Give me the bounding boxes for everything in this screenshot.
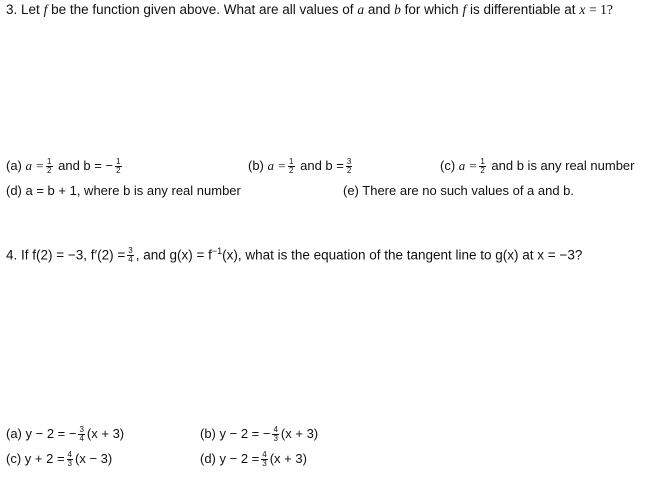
- question-3-number: 3.: [6, 2, 18, 17]
- fraction: $\frac{1}{2}$: [47, 157, 52, 176]
- q3-choice-b[interactable]: (b) a = $\frac{1}{2}$ and b = $\frac{3}{2}$: [248, 157, 352, 176]
- question-4-stem: 4. If f(2) = −3, f′(2) = $\frac{3}{4}$ , and $g(x) = f^{-1}(x)$, what is the equation of the tangent line to g(x) at x = −3?: [6, 246, 583, 265]
- fraction: $\frac{1}{2}$: [289, 157, 294, 176]
- q3-choice-a[interactable]: (a) a = $\frac{1}{2}$ and b = − $\frac{1}{2}$: [6, 157, 121, 176]
- fraction: $\frac{4}{3}$: [273, 425, 278, 444]
- q3-choice-e[interactable]: (e) There are no such values of a and b.: [343, 183, 575, 198]
- fraction: $\frac{3}{4}$: [79, 425, 84, 444]
- question-4-number: 4.: [6, 247, 18, 263]
- question-3-stem: 3. Let f be the function given above. What are all values of a and b for which f is differentiable at x = 1?: [6, 2, 613, 17]
- q3-choice-c[interactable]: (c) a = $\frac{1}{2}$ and b is any real number: [440, 157, 635, 176]
- fraction: $\frac{4}{3}$: [262, 450, 267, 469]
- q4-choice-b[interactable]: (b) y − 2 = − $\frac{4}{3}$ (x + 3): [200, 425, 319, 444]
- q4-choice-a[interactable]: (a) y − 2 = − $\frac{3}{4}$ (x + 3): [6, 425, 125, 444]
- fraction: $\frac{1}{2}$: [480, 157, 485, 176]
- fraction: $\frac{3}{2}$: [346, 157, 352, 176]
- q3-choice-d[interactable]: (d) a = b + 1, where b is any real number: [6, 183, 241, 198]
- fraction: $\frac{1}{2}$: [116, 157, 121, 176]
- q4-choice-d[interactable]: (d) y − 2 = $\frac{4}{3}$ (x + 3): [200, 450, 307, 469]
- q4-choice-c[interactable]: (c) y + 2 = $\frac{4}{3}$ (x − 3): [6, 450, 113, 469]
- fraction: $\frac{3}{4}$: [128, 246, 133, 265]
- fraction: $\frac{4}{3}$: [67, 450, 72, 469]
